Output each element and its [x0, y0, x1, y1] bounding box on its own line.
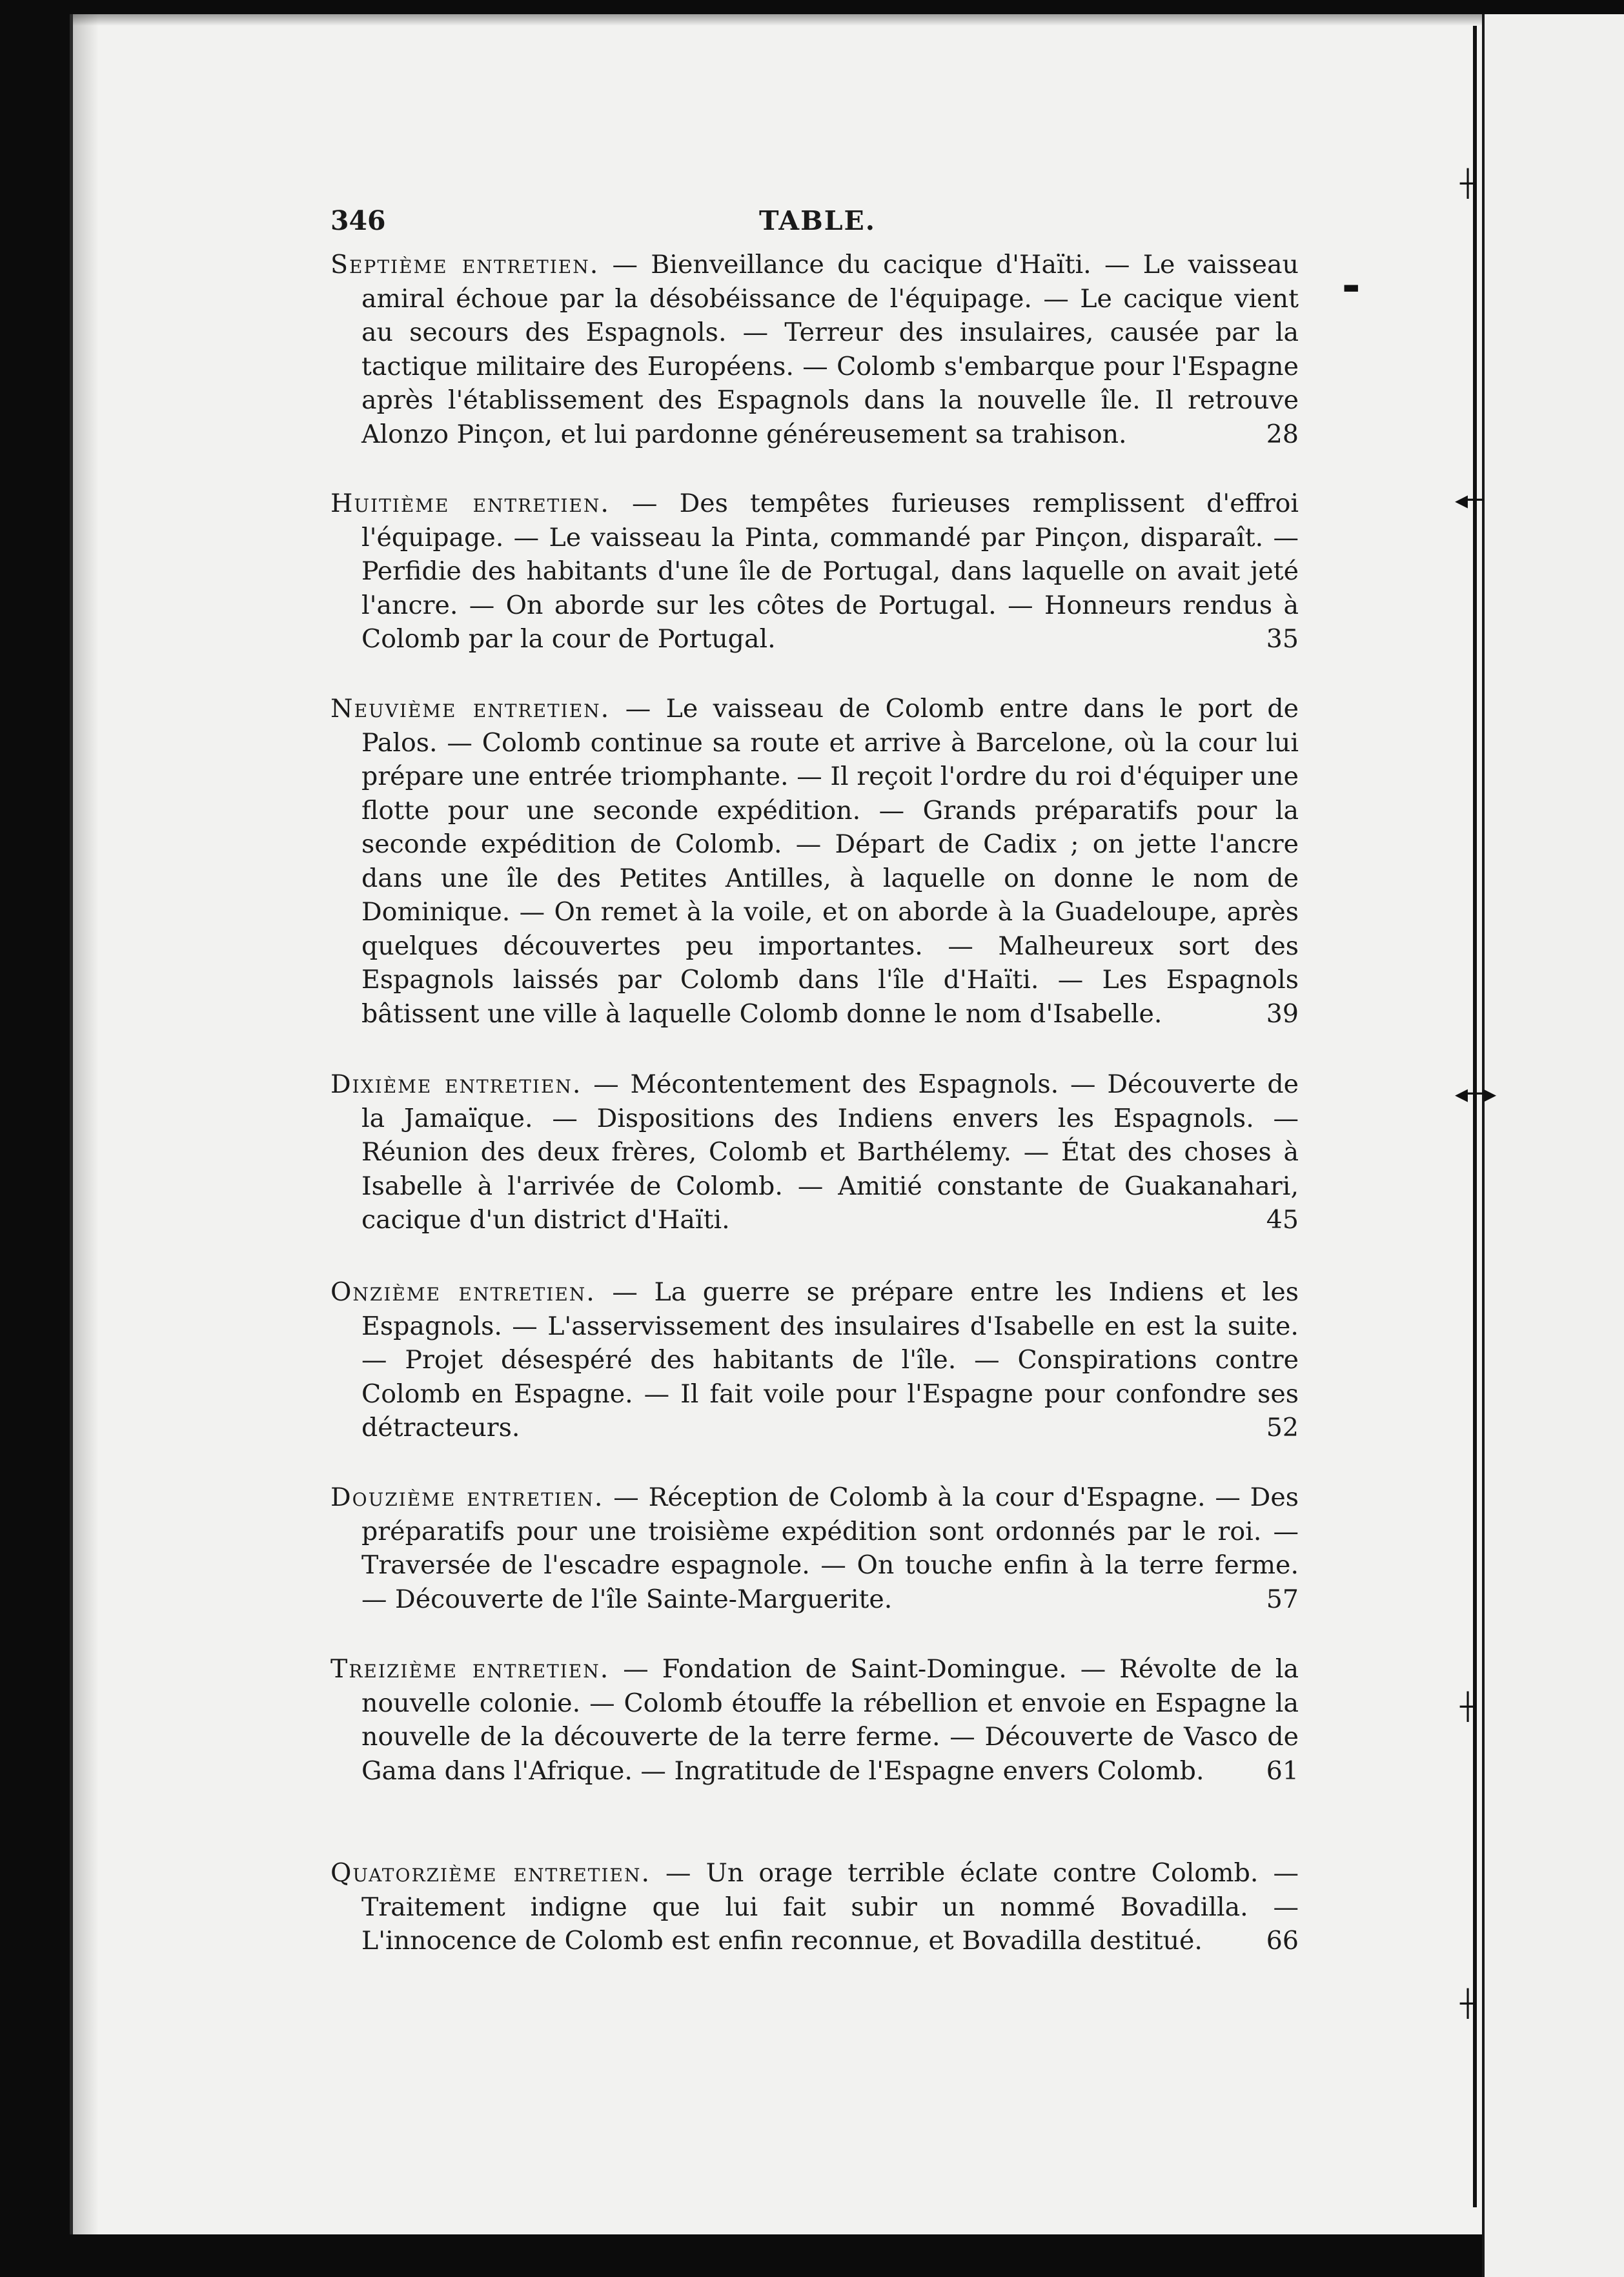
entry-summary: — Des tempêtes furieuses remplissent d'effroi l'équipage. — Le vaisseau la Pinta, commandé par Pinçon, disparaît. — Perfidie des habitants d'une île de Portugal, dans laquelle on avait jeté l'ancre. — On aborde sur les côtes de Portugal. — Honneurs rendus à Colomb par la cour de Portugal.	[361, 489, 1299, 654]
entry-heading: Septième entretien.	[330, 250, 600, 279]
adjacent-page-edge	[1482, 14, 1624, 2277]
entry-page-number: 57	[1266, 1584, 1299, 1614]
toc-entry	[330, 692, 1299, 1031]
entry-summary: — Un orage terrible éclate contre Colomb. — Traitement indigne que lui fait subir un nommé Bovadilla. — L'innocence de Colomb est enfin reconnue, et Bovadilla destitué.	[361, 1858, 1299, 1956]
page-number: 346	[330, 205, 386, 236]
entry-heading: Douzième entretien.	[330, 1483, 604, 1512]
toc-entry	[330, 1275, 1299, 1445]
entry-heading: Treizième entretien.	[330, 1654, 610, 1684]
entry-page-number: 35	[1266, 624, 1299, 654]
entry-summary: — Mécontentement des Espagnols. — Découverte de la Jamaïque. — Dispositions des Indiens envers les Espagnols. — Réunion des deux frères, Colomb et Barthélemy. — État des choses à Isabelle à l'arrivée de Colomb. — Amitié constante de Guakanahari, cacique d'un district d'Haïti.	[361, 1069, 1299, 1235]
binding-thread-mark: ◂┼	[1455, 485, 1484, 515]
entry-page-number: 61	[1266, 1756, 1299, 1786]
entry-summary: — Bienveillance du cacique d'Haïti. — Le vaisseau amiral échoue par la désobéissance de l'équipage. — Le cacique vient au secours des Espagnols. — Terreur des insulaires, causée par la tactique militaire des Européens. — Colomb s'embarque pour l'Espagne après l'établissement des Espagnols dans la nouvelle île. Il retrouve Alonzo Pinçon, et lui pardonne généreusement sa trahison.	[361, 250, 1299, 449]
ink-speck: ▬	[1343, 276, 1360, 298]
binding-thread-mark: ◂┼▸	[1455, 1079, 1497, 1109]
entry-page-number: 52	[1266, 1413, 1299, 1442]
entry-page-number: 28	[1266, 419, 1299, 449]
entry-heading: Neuvième entretien.	[330, 694, 611, 724]
entry-page-number: 45	[1266, 1205, 1299, 1235]
binding-thread-mark: ┼	[1460, 1989, 1476, 2019]
running-title: TABLE.	[759, 205, 877, 236]
toc-entry	[330, 1481, 1299, 1616]
entry-heading: Huitième entretien.	[330, 489, 610, 518]
entry-summary: — Réception de Colomb à la cour d'Espagne. — Des préparatifs pour une troisième expédition sont ordonnés par le roi. — Traversée de l'escadre espagnole. — On touche enfin à la terre ferme. — Découverte de l'île Sainte-Marguerite.	[361, 1483, 1299, 1614]
toc-entry	[330, 1652, 1299, 1788]
entry-heading: Dixième entretien.	[330, 1069, 582, 1099]
entry-summary: — Le vaisseau de Colomb entre dans le port de Palos. — Colomb continue sa route et arrive à Barcelone, où la cour lui prépare une entrée triomphante. — Il reçoit l'ordre du roi d'équiper une flotte pour une seconde expédition. — Grands préparatifs pour la seconde expédition de Colomb. — Départ de Cadix ; on jette l'ancre dans une île des Petites Antilles, à laquelle on donne le nom de Dominique. — On remet à la voile, et on aborde à la Guadeloupe, après quelques découvertes peu importantes. — Malheureux sort des Espagnols laissés par Colomb dans l'île d'Haïti. — Les Espagnols bâtissent une ville à laquelle Colomb donne le nom d'Isabelle.	[361, 694, 1299, 1029]
running-header	[330, 205, 1299, 244]
binding-thread-mark: ┼	[1460, 169, 1476, 199]
toc-entry	[330, 1068, 1299, 1237]
entry-page-number: 66	[1266, 1926, 1299, 1956]
binding-thread-mark: ┼	[1460, 1692, 1476, 1722]
entry-page-number: 39	[1266, 998, 1299, 1029]
toc-entry	[330, 487, 1299, 656]
toc-entry	[330, 1856, 1299, 1958]
page-left-shadow	[73, 14, 99, 2234]
page-top-shadow	[73, 14, 1485, 26]
toc-entry	[330, 248, 1299, 451]
entry-heading: Onzième entretien.	[330, 1277, 596, 1307]
entry-summary: — Fondation de Saint-Domingue. — Révolte de la nouvelle colonie. — Colomb étouffe la rébellion et envoie en Espagne la nouvelle de la découverte de la terre ferme. — Découverte de Vasco de Gama dans l'Afrique. — Ingratitude de l'Espagne envers Colomb.	[361, 1654, 1299, 1786]
entry-summary: — La guerre se prépare entre les Indiens et les Espagnols. — L'asservissement des insulaires d'Isabelle en est la suite. — Projet désespéré des habitants de l'île. — Conspirations contre Colomb en Espagne. — Il fait voile pour l'Espagne pour confondre ses détracteurs.	[361, 1277, 1299, 1442]
entry-heading: Quatorzième entretien.	[330, 1858, 651, 1888]
binding-gutter-line	[1473, 26, 1477, 2207]
